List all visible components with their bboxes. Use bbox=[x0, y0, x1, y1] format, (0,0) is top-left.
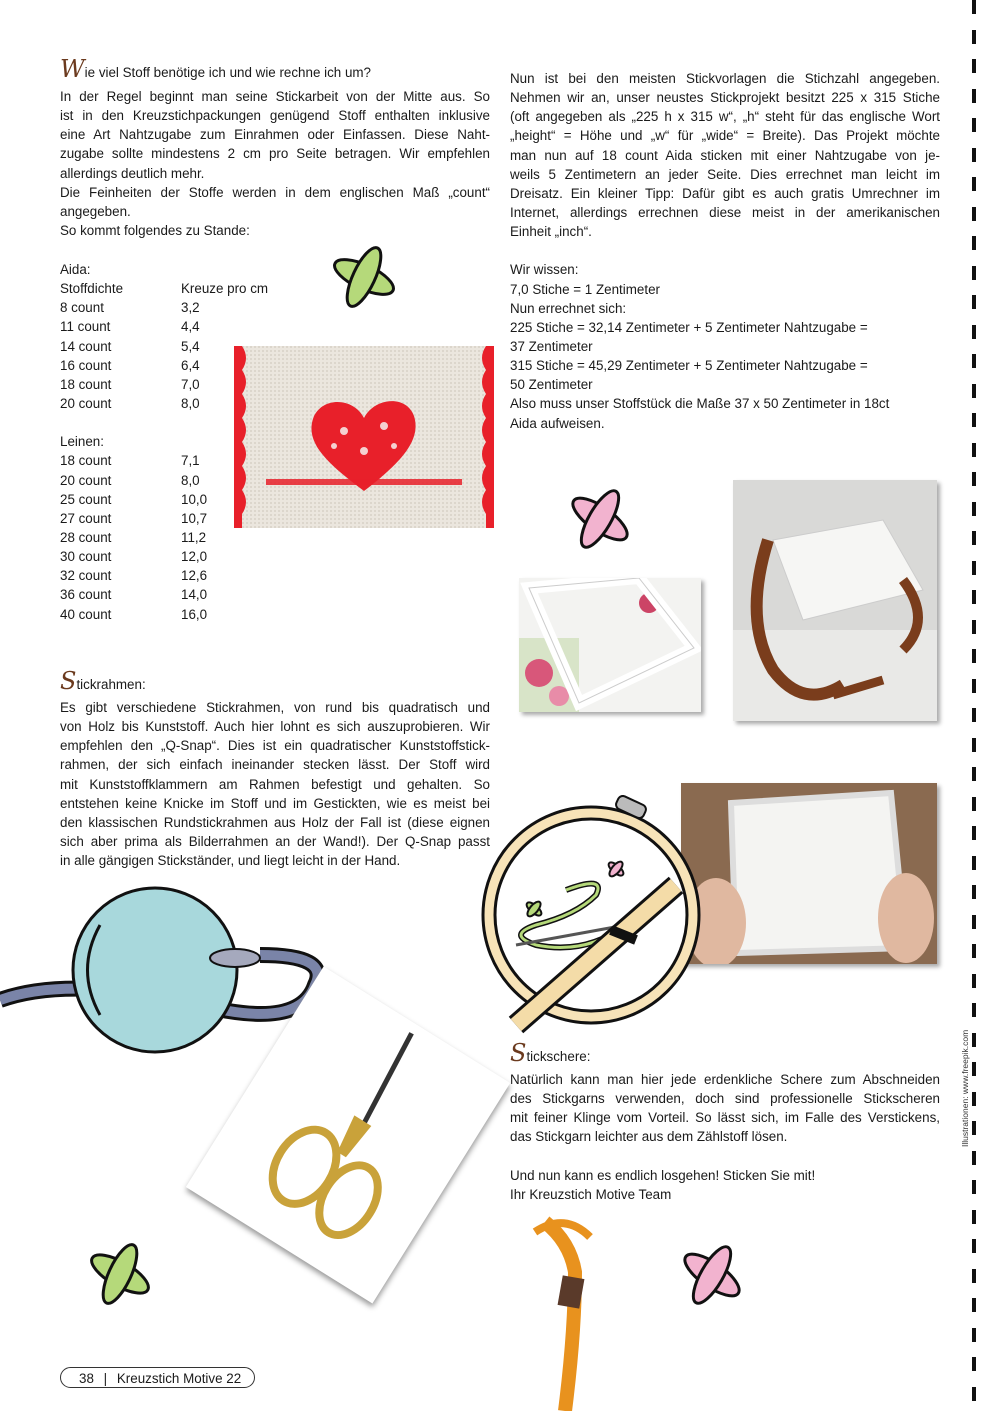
footer-separator: | bbox=[103, 1371, 108, 1386]
closing-signature: Ihr Kreuzstich Motive Team bbox=[510, 1186, 672, 1202]
edge-dash bbox=[972, 856, 976, 870]
text-line: So kommt folgendes zu Stande: bbox=[60, 222, 250, 238]
count-cell: 40 count bbox=[60, 606, 112, 622]
text-line: des Stickgarns verwenden, doch sind professionelle Stickscheren bbox=[510, 1091, 940, 1107]
table-header bbox=[60, 279, 269, 298]
crosses-cell: 8,0 bbox=[181, 472, 200, 488]
text-line: mit feiner Klinge vom Vorteil. So lässt sich, im Falle des Verstickens, bbox=[510, 1110, 940, 1126]
text-line: Nehmen wir an, unser neustes Stickprojekt besitzt 225 x 315 Stiche bbox=[510, 90, 940, 106]
stickschere-paragraph bbox=[510, 1070, 940, 1147]
table-row bbox=[60, 528, 207, 547]
edge-dash bbox=[972, 1387, 976, 1401]
edge-dash bbox=[972, 295, 976, 309]
text-line: in alle gängigen Stickständer, und liegt leicht in der Hand. bbox=[60, 853, 401, 869]
edge-dash bbox=[972, 1269, 976, 1283]
magazine-title: Kreuzstich Motive 22 bbox=[116, 1371, 242, 1386]
count-cell: 20 count bbox=[60, 472, 112, 488]
edge-dash bbox=[972, 797, 976, 811]
table-row bbox=[60, 566, 208, 585]
crosses-cell: 10,0 bbox=[181, 491, 208, 507]
text-line: (oft angegeben als „225 h x 315 w“, „h“ steht für das englische Wort bbox=[510, 109, 940, 125]
page-footer bbox=[60, 1367, 255, 1388]
intro-heading bbox=[60, 55, 490, 87]
stickrahmen-paragraph bbox=[60, 698, 490, 870]
crosses-cell: 6,4 bbox=[181, 357, 200, 373]
drop-initial: S bbox=[510, 1039, 527, 1067]
edge-dash bbox=[972, 59, 976, 73]
edge-dash bbox=[972, 885, 976, 899]
crosses-cell: 11,2 bbox=[181, 529, 207, 545]
edge-dash bbox=[972, 561, 976, 575]
edge-dash bbox=[972, 1062, 976, 1076]
text-line: rahmen, der sich einfach ineinander stecken lässt. Der Stoff wird bbox=[60, 757, 490, 773]
edge-dash bbox=[972, 767, 976, 781]
edge-dash bbox=[972, 1003, 976, 1017]
crosses-cell: 7,0 bbox=[181, 376, 200, 392]
calc-line: Wir wissen: bbox=[510, 262, 579, 278]
embroidery-thread-skein bbox=[525, 1212, 615, 1411]
embroidery-hoop-illustration bbox=[476, 795, 706, 1035]
edge-dash bbox=[972, 30, 976, 44]
header-crosses: Kreuze pro cm bbox=[181, 281, 269, 297]
table-row bbox=[60, 471, 200, 490]
table-row bbox=[60, 356, 200, 375]
edge-dash bbox=[972, 620, 976, 634]
edge-dash bbox=[972, 1239, 976, 1253]
edge-dash bbox=[972, 472, 976, 486]
drop-initial: S bbox=[60, 667, 77, 695]
text-line: sich aber prima als Bilderrahmen an der Wand!). Der Q-Snap passt bbox=[60, 833, 490, 849]
crosses-cell: 14,0 bbox=[181, 587, 208, 603]
count-cell: 30 count bbox=[60, 549, 112, 565]
stickrahmen-heading bbox=[60, 667, 490, 698]
calc-known bbox=[510, 260, 940, 432]
edge-dash bbox=[972, 1121, 976, 1135]
edge-dash bbox=[972, 1298, 976, 1312]
table-row bbox=[60, 585, 208, 604]
text-line: Einheit „inch“. bbox=[510, 224, 592, 240]
text-line: den klassischen Rundstickrahmen aus Holz der Fall ist (diese eignen bbox=[60, 814, 490, 830]
intro-section bbox=[60, 55, 490, 240]
crosses-cell: 12,0 bbox=[181, 549, 208, 565]
closing-line: Und nun kann es endlich losgehen! Sticken Sie mit! bbox=[510, 1167, 816, 1183]
crosses-cell: 12,6 bbox=[181, 568, 208, 584]
edge-dash bbox=[972, 1151, 976, 1165]
edge-dash bbox=[972, 649, 976, 663]
heading-text: tickschere: bbox=[526, 1049, 591, 1064]
illustration-credit: Illustrationen: www.freepik.com bbox=[960, 1029, 970, 1147]
pink-cross-icon bbox=[674, 1240, 750, 1310]
edge-dash bbox=[972, 531, 976, 545]
calc-line: 7,0 Stiche = 1 Zentimeter bbox=[510, 281, 660, 297]
crosses-cell: 7,1 bbox=[181, 453, 200, 469]
edge-dash bbox=[972, 1180, 976, 1194]
edge-dash bbox=[972, 1210, 976, 1224]
intro-paragraph bbox=[60, 87, 490, 240]
edge-dash bbox=[972, 738, 976, 752]
crosses-cell: 3,2 bbox=[181, 300, 200, 316]
table-row bbox=[60, 317, 200, 336]
edge-dash bbox=[972, 443, 976, 457]
text-line: Die Feinheiten der Stoffe werden in dem englischen Maß „count“ bbox=[60, 184, 490, 200]
edge-dash bbox=[972, 413, 976, 427]
table-row bbox=[60, 375, 200, 394]
calc-line: 315 Stiche = 45,29 Zentimeter + 5 Zentimeter Nahtzugabe = bbox=[510, 358, 868, 374]
text-line: Es gibt verschiedene Stickrahmen, von rund bis quadratisch und bbox=[60, 700, 490, 715]
count-cell: 18 count bbox=[60, 376, 112, 392]
text-line: Dreisatz. Ein kleiner Tipp: Dafür gibt es auch gratis Umrechner im bbox=[510, 185, 940, 201]
heading-text: ie viel Stoff benötige ich und wie rechne ich um? bbox=[84, 65, 372, 80]
calc-line: Nun errechnet sich: bbox=[510, 300, 627, 316]
table-row bbox=[60, 605, 208, 624]
green-cross-icon bbox=[326, 242, 402, 312]
count-cell: 25 count bbox=[60, 491, 112, 507]
edge-dash bbox=[972, 708, 976, 722]
count-cell: 16 count bbox=[60, 357, 112, 373]
count-cell: 18 count bbox=[60, 453, 112, 469]
text-line: empfehlen den „Q-Snap“. Dies ist ein quadratischer Kunststoffstick- bbox=[60, 738, 490, 754]
text-line: man nun auf 18 count Aida sticken mit einer Nahtzugabe von je- bbox=[510, 147, 940, 163]
edge-dash bbox=[972, 502, 976, 516]
text-line: weils 5 Zentimetern an jeder Seite. Dies errechnet man leicht im bbox=[510, 166, 940, 182]
text-line: eine Art Nahtzugabe zum Einrahmen oder Einfassen. Diese Naht- bbox=[60, 127, 490, 143]
text-line: mit Kunststoffklammern am Rahmen befestigt und gehalten. So bbox=[60, 776, 490, 792]
table-row bbox=[60, 547, 208, 566]
edge-dash bbox=[972, 325, 976, 339]
text-line: von Holz bis Kunststoff. Auch hier lohnt es sich auszuprobieren. Wir bbox=[60, 719, 490, 735]
text-line: entstehen keine Knicke im Stoff und im Gestickten, wie es meist bei bbox=[60, 795, 490, 811]
embroidery-stand-photo bbox=[733, 480, 937, 721]
page-number: 38 bbox=[79, 1371, 94, 1386]
table-row bbox=[60, 490, 208, 509]
crosses-cell: 4,4 bbox=[181, 319, 200, 335]
text-line: das Stickgarn leichter aus dem Zählstoff lösen. bbox=[510, 1129, 788, 1145]
edge-dash bbox=[972, 0, 976, 14]
leinen-label: Leinen: bbox=[60, 434, 104, 450]
calc-line: 225 Stiche = 32,14 Zentimeter + 5 Zentimeter Nahtzugabe = bbox=[510, 319, 868, 335]
crosses-cell: 8,0 bbox=[181, 395, 200, 411]
count-cell: 32 count bbox=[60, 568, 112, 584]
stickschere-section bbox=[510, 1039, 940, 1204]
text-line: Nun ist bei den meisten Stickvorlagen die Stichzahl angegeben. bbox=[510, 71, 940, 86]
text-line: Natürlich kann man hier jede erdenkliche Schere zum Abschneiden bbox=[510, 1072, 940, 1087]
count-cell: 28 count bbox=[60, 529, 112, 545]
stickrahmen-section bbox=[60, 667, 490, 870]
calc-line: Also muss unser Stoffstück die Maße 37 x 50 Zentimeter in 18ct bbox=[510, 396, 890, 412]
stickschere-heading bbox=[510, 1039, 940, 1070]
edge-dash bbox=[972, 974, 976, 988]
table-row bbox=[60, 394, 200, 413]
edge-dash bbox=[972, 679, 976, 693]
text-line: allerdings deutlich mehr. bbox=[60, 165, 205, 181]
table-row bbox=[60, 337, 200, 356]
q-snap-frame-photo bbox=[519, 578, 701, 712]
crosses-cell: 16,0 bbox=[181, 606, 208, 622]
calc-line: 50 Zentimeter bbox=[510, 377, 593, 393]
pink-cross-icon bbox=[562, 484, 638, 554]
edge-dash bbox=[972, 1357, 976, 1371]
count-cell: 27 count bbox=[60, 510, 112, 526]
edge-dash bbox=[972, 826, 976, 840]
fabric-table bbox=[60, 260, 269, 624]
edge-dash bbox=[972, 1092, 976, 1106]
hands-q-snap-photo bbox=[681, 783, 937, 964]
edge-dash bbox=[972, 236, 976, 250]
edge-dash bbox=[972, 354, 976, 368]
calc-paragraph bbox=[510, 69, 940, 241]
edge-dash bbox=[972, 590, 976, 604]
count-cell: 11 count bbox=[60, 319, 111, 335]
table-row bbox=[60, 451, 200, 470]
edge-dash bbox=[972, 266, 976, 280]
edge-dash bbox=[972, 177, 976, 191]
edge-dash bbox=[972, 1033, 976, 1047]
count-cell: 20 count bbox=[60, 395, 112, 411]
text-line: In der Regel beginnt man seine Stickarbeit von der Mitte aus. So bbox=[60, 89, 490, 104]
crosses-cell: 10,7 bbox=[181, 510, 208, 526]
edge-dash bbox=[972, 1328, 976, 1342]
heading-text: tickrahmen: bbox=[76, 677, 146, 692]
edge-dash bbox=[972, 944, 976, 958]
edge-dash bbox=[972, 384, 976, 398]
calc-line: Aida aufweisen. bbox=[510, 415, 605, 431]
text-line: zugabe sollte mindestens 2 cm pro Seite betragen. Wir empfehlen bbox=[60, 146, 490, 162]
edge-dash bbox=[972, 118, 976, 132]
green-cross-icon bbox=[82, 1238, 158, 1310]
calc-line: 37 Zentimeter bbox=[510, 338, 593, 354]
text-line: „height“ = Höhe und „w“ für „wide“ = Breite). Das Projekt möchte bbox=[510, 128, 940, 144]
text-line: ist in den Kreuzstichpackungen genügend Stoff enthalten inklusive bbox=[60, 108, 490, 124]
edge-dash bbox=[972, 148, 976, 162]
text-line: angegeben. bbox=[60, 203, 131, 219]
heart-embroidery-photo bbox=[234, 346, 494, 528]
count-cell: 36 count bbox=[60, 587, 112, 603]
table-row bbox=[60, 298, 200, 317]
header-density: Stoffdichte bbox=[60, 281, 124, 297]
edge-dash bbox=[972, 915, 976, 929]
text-line: Internet, allerdings errechnen diese meist in der amerikanischen bbox=[510, 204, 940, 220]
count-cell: 8 count bbox=[60, 300, 104, 316]
calc-section bbox=[510, 69, 940, 433]
crosses-cell: 5,4 bbox=[181, 338, 200, 354]
count-cell: 14 count bbox=[60, 338, 112, 354]
edge-dash bbox=[972, 89, 976, 103]
edge-dash bbox=[972, 207, 976, 221]
aida-label: Aida: bbox=[60, 262, 91, 277]
drop-initial: W bbox=[60, 55, 85, 83]
table-row bbox=[60, 509, 208, 528]
